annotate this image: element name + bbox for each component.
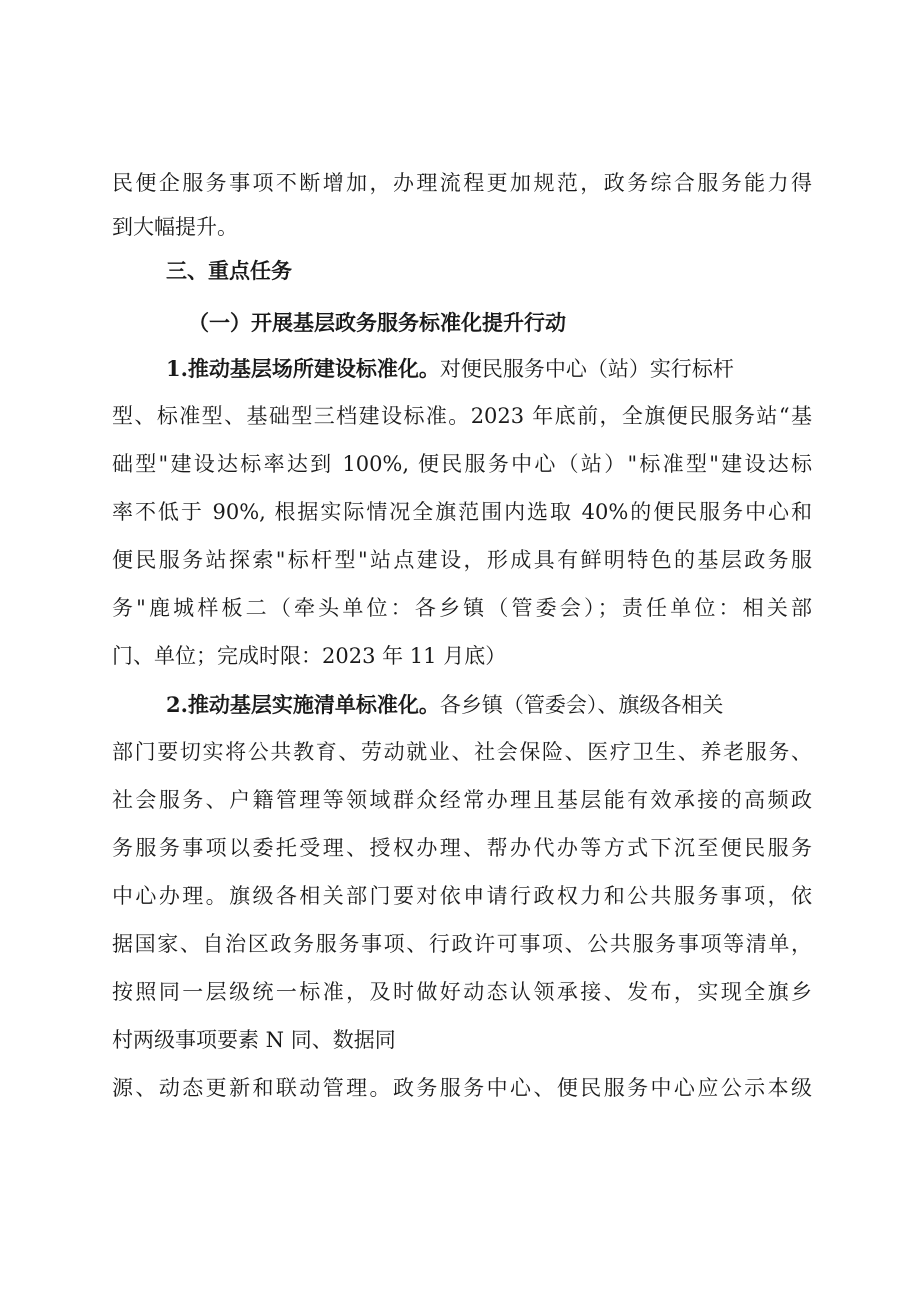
item-2-first-line — [166, 690, 812, 720]
item-1-first-line — [166, 354, 812, 384]
item-1-lead: 1.推动基层场所建设标准化。 — [166, 356, 440, 381]
paragraph-line: 源、动态更新和联动管理。政务服务中心、便民服务中心应公示本级 — [112, 1076, 812, 1100]
paragraph-line: 务服务事项以委托受理、授权办理、帮办代办等方式下沉至便民服务 — [112, 836, 812, 860]
item-2-text: 各乡镇（管委会）、旗级各相关 — [439, 693, 724, 717]
paragraph-line: 部门要切实将公共教育、劳动就业、社会保险、医疗卫生、养老服务、 — [112, 740, 812, 764]
paragraph-line: 便民服务站探索"标杆型"站点建设，形成具有鲜明特色的基层政务服 — [112, 548, 812, 572]
paragraph-line: 社会服务、户籍管理等领域群众经常办理且基层能有效承接的高频政 — [112, 788, 812, 812]
paragraph-line: 中心办理。旗级各相关部门要对依申请行政权力和公共服务事项，依 — [112, 884, 812, 908]
paragraph-line: 按照同一层级统一标准，及时做好动态认领承接、发布，实现全旗乡 — [112, 980, 812, 1004]
section-heading: 三、重点任务 — [166, 259, 292, 283]
item-1-text: 对便民服务中心（站）实行标杆 — [439, 357, 734, 381]
paragraph-line: 到大幅提升。 — [112, 215, 238, 239]
paragraph-line: 据国家、自治区政务服务事项、行政许可事项、公共服务事项等清单， — [112, 932, 812, 956]
subsection-heading: （一）开展基层政务服务标准化提升行动 — [188, 311, 566, 335]
paragraph-line: 型、标准型、基础型三档建设标准。2023 年底前，全旗便民服务站“基 — [112, 404, 812, 428]
paragraph-line: 门、单位；完成时限：2023 年 11 月底） — [112, 644, 507, 668]
item-2-lead: 2.推动基层实施清单标准化。 — [166, 692, 440, 717]
paragraph-line: 务"鹿城样板二（牵头单位：各乡镇（管委会）；责任单位：相关部 — [112, 596, 812, 620]
paragraph-line: 率不低于 90%, 根据实际情况全旗范围内选取 40%的便民服务中心和 — [112, 500, 812, 524]
paragraph-line: 民便企服务事项不断增加，办理流程更加规范，政务综合服务能力得 — [112, 171, 812, 195]
paragraph-line: 础型"建设达标率达到 100%, 便民服务中心（站）"标准型"建设达标 — [112, 452, 812, 476]
paragraph-line: 村两级事项要素 N 同、数据同 — [112, 1028, 396, 1052]
